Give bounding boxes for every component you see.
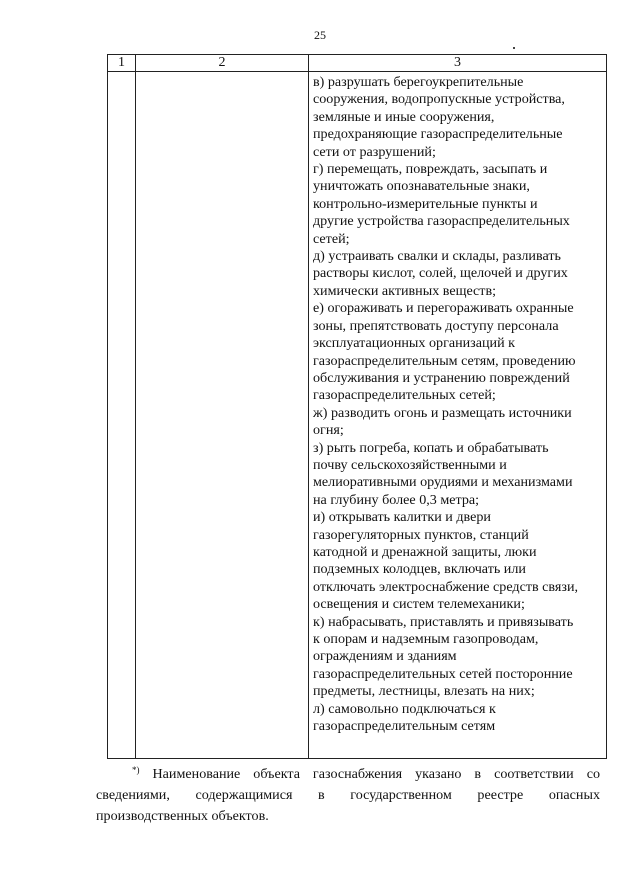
clause-zh: ж) разводить огонь и размещать источники огня; (313, 404, 572, 439)
footnote-text: Наименование объекта газоснабжения указано в соответствии со сведениями, содержащимися в государственном реестре опасных производственных объектов. (96, 766, 600, 824)
table-row (108, 72, 607, 759)
clause-k: к) набрасывать, приставлять и привязывать к опорам и надземным газопроводам, ограждениям и зданиям газораспределительных сетей посторонние предметы, лестницы, влезать на них; (313, 613, 574, 700)
clause-z: з) рыть погреба, копать и обрабатывать почву сельскохозяйственными и мелиоративными орудиями и механизмами на глубину более 0,3 метра; (313, 439, 573, 508)
column-header-3: 3 (309, 55, 607, 72)
page-number: 25 (314, 28, 326, 42)
clause-v: в) разрушать берегоукрепительные сооружения, водопропускные устройства, земляные и иные сооружения, предохраняющие газораспределительные сети от разрушений; (313, 74, 565, 160)
scan-mark (513, 47, 515, 49)
table-header-row (108, 55, 607, 72)
clause-d: д) устраивать свалки и склады, разливать растворы кислот, солей, щелочей и других химически активных веществ; (313, 248, 568, 299)
footnote-paragraph (96, 760, 600, 827)
column-header-1: 1 (108, 55, 136, 72)
clause-g: г) перемещать, повреждать, засыпать и уничтожать опознавательные знаки, контрольно-измерительные пункты и другие устройства газораспределительных сетей; (313, 161, 570, 247)
footnote-marker: *) (132, 765, 140, 775)
clause-l: л) самовольно подключаться к газораспределительным сетям (313, 700, 496, 735)
clause-e: е) огораживать и перегораживать охранные зоны, препятствовать доступу персонала эксплуатационных организаций к газораспределительным сетям, проведению обслуживания и устранению повреждений газораспределительных сетей; (313, 300, 576, 404)
column-2-cell (136, 72, 309, 759)
column-3-cell (309, 72, 607, 759)
document-table (107, 54, 607, 759)
column-header-2: 2 (136, 55, 309, 72)
footnote (96, 760, 600, 827)
column-1-cell (108, 72, 136, 759)
clause-i: и) открывать калитки и двери газорегуляторных пунктов, станций катодной и дренажной защиты, люки подземных колодцев, включать или отключать электроснабжение средств связи, освещения и систем телемеханики; (313, 509, 579, 613)
